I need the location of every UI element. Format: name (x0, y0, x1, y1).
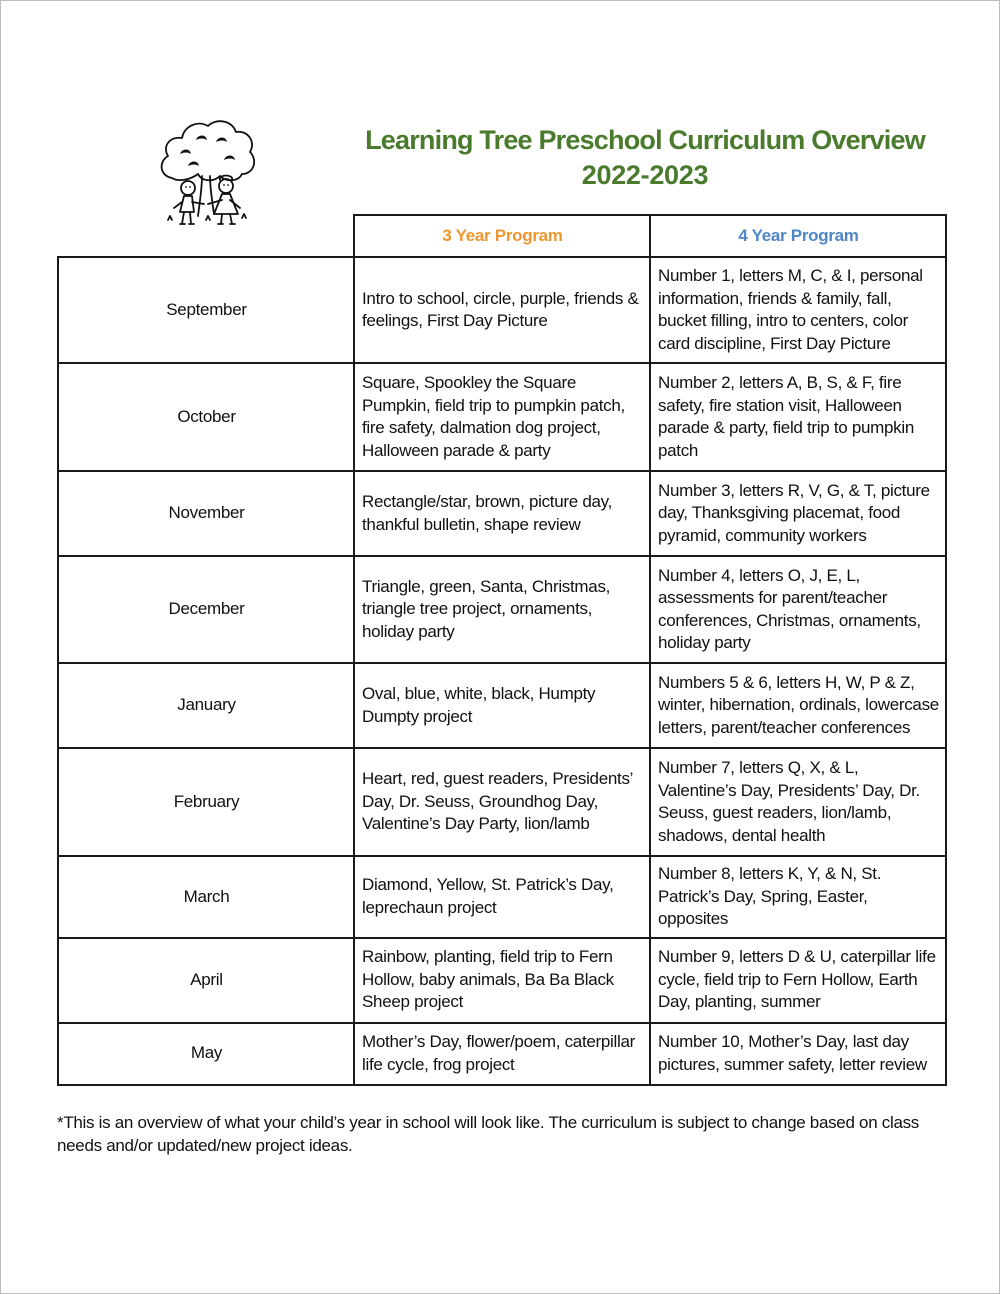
page-title: Learning Tree Preschool Curriculum Overview (365, 125, 925, 155)
month-cell: October (58, 363, 354, 471)
table-row (58, 748, 946, 856)
three-year-cell: Oval, blue, white, black, Humpty Dumpty project (354, 663, 650, 748)
title-block (340, 122, 950, 192)
curriculum-table (57, 214, 947, 1086)
three-year-cell: Rainbow, planting, field trip to Fern Hollow, baby animals, Ba Ba Black Sheep project (354, 938, 650, 1023)
tree-with-children-icon (158, 116, 258, 228)
month-cell: February (58, 748, 354, 856)
four-year-cell: Numbers 5 & 6, letters H, W, P & Z, winter, hibernation, ordinals, lowercase letters, parent/teacher conferences (650, 663, 946, 748)
table-row (58, 471, 946, 556)
table-row (58, 663, 946, 748)
three-year-cell: Square, Spookley the Square Pumpkin, field trip to pumpkin patch, fire safety, dalmation dog project, Halloween parade & party (354, 363, 650, 471)
table-row (58, 938, 946, 1023)
three-year-cell: Heart, red, guest readers, Presidents’ Day, Dr. Seuss, Groundhog Day, Valentine’s Day Party, lion/lamb (354, 748, 650, 856)
school-year: 2022-2023 (581, 160, 709, 190)
blank-corner-cell (58, 215, 354, 257)
month-cell: March (58, 856, 354, 938)
four-year-cell: Number 3, letters R, V, G, & T, picture day, Thanksgiving placemat, food pyramid, community workers (650, 471, 946, 556)
three-year-cell: Rectangle/star, brown, picture day, thankful bulletin, shape review (354, 471, 650, 556)
month-cell: November (58, 471, 354, 556)
column-header-4-year: 4 Year Program (650, 215, 946, 257)
table-row (58, 556, 946, 663)
month-cell: April (58, 938, 354, 1023)
three-year-cell: Intro to school, circle, purple, friends & feelings, First Day Picture (354, 257, 650, 363)
four-year-cell: Number 2, letters A, B, S, & F, fire safety, fire station visit, Halloween parade & party, field trip to pumpkin patch (650, 363, 946, 471)
footnote: *This is an overview of what your child’s year in school will look like. The curriculum is subject to change based on class needs and/or updated/new project ideas. (57, 1113, 920, 1155)
four-year-cell: Number 9, letters D & U, caterpillar life cycle, field trip to Fern Hollow, Earth Day, planting, summer (650, 938, 946, 1023)
month-cell: December (58, 556, 354, 663)
table-row (58, 363, 946, 471)
four-year-cell: Number 1, letters M, C, & I, personal information, friends & family, fall, bucket filling, intro to centers, color card discipline, First Day Picture (650, 257, 946, 363)
three-year-cell: Diamond, Yellow, St. Patrick’s Day, leprechaun project (354, 856, 650, 938)
three-year-cell: Mother’s Day, flower/poem, caterpillar life cycle, frog project (354, 1023, 650, 1085)
column-header-3-year: 3 Year Program (354, 215, 650, 257)
table-row (58, 1023, 946, 1085)
table-row (58, 257, 946, 363)
three-year-cell: Triangle, green, Santa, Christmas, triangle tree project, ornaments, holiday party (354, 556, 650, 663)
four-year-cell: Number 4, letters O, J, E, L, assessments for parent/teacher conferences, Christmas, ornaments, holiday party (650, 556, 946, 663)
table-header-row (58, 215, 946, 257)
four-year-cell: Number 7, letters Q, X, & L, Valentine’s Day, Presidents’ Day, Dr. Seuss, guest readers, lion/lamb, shadows, dental health (650, 748, 946, 856)
month-cell: May (58, 1023, 354, 1085)
month-cell: January (58, 663, 354, 748)
four-year-cell: Number 8, letters K, Y, & N, St. Patrick’s Day, Spring, Easter, opposites (650, 856, 946, 938)
four-year-cell: Number 10, Mother’s Day, last day pictures, summer safety, letter review (650, 1023, 946, 1085)
month-cell: September (58, 257, 354, 363)
table-row (58, 856, 946, 938)
